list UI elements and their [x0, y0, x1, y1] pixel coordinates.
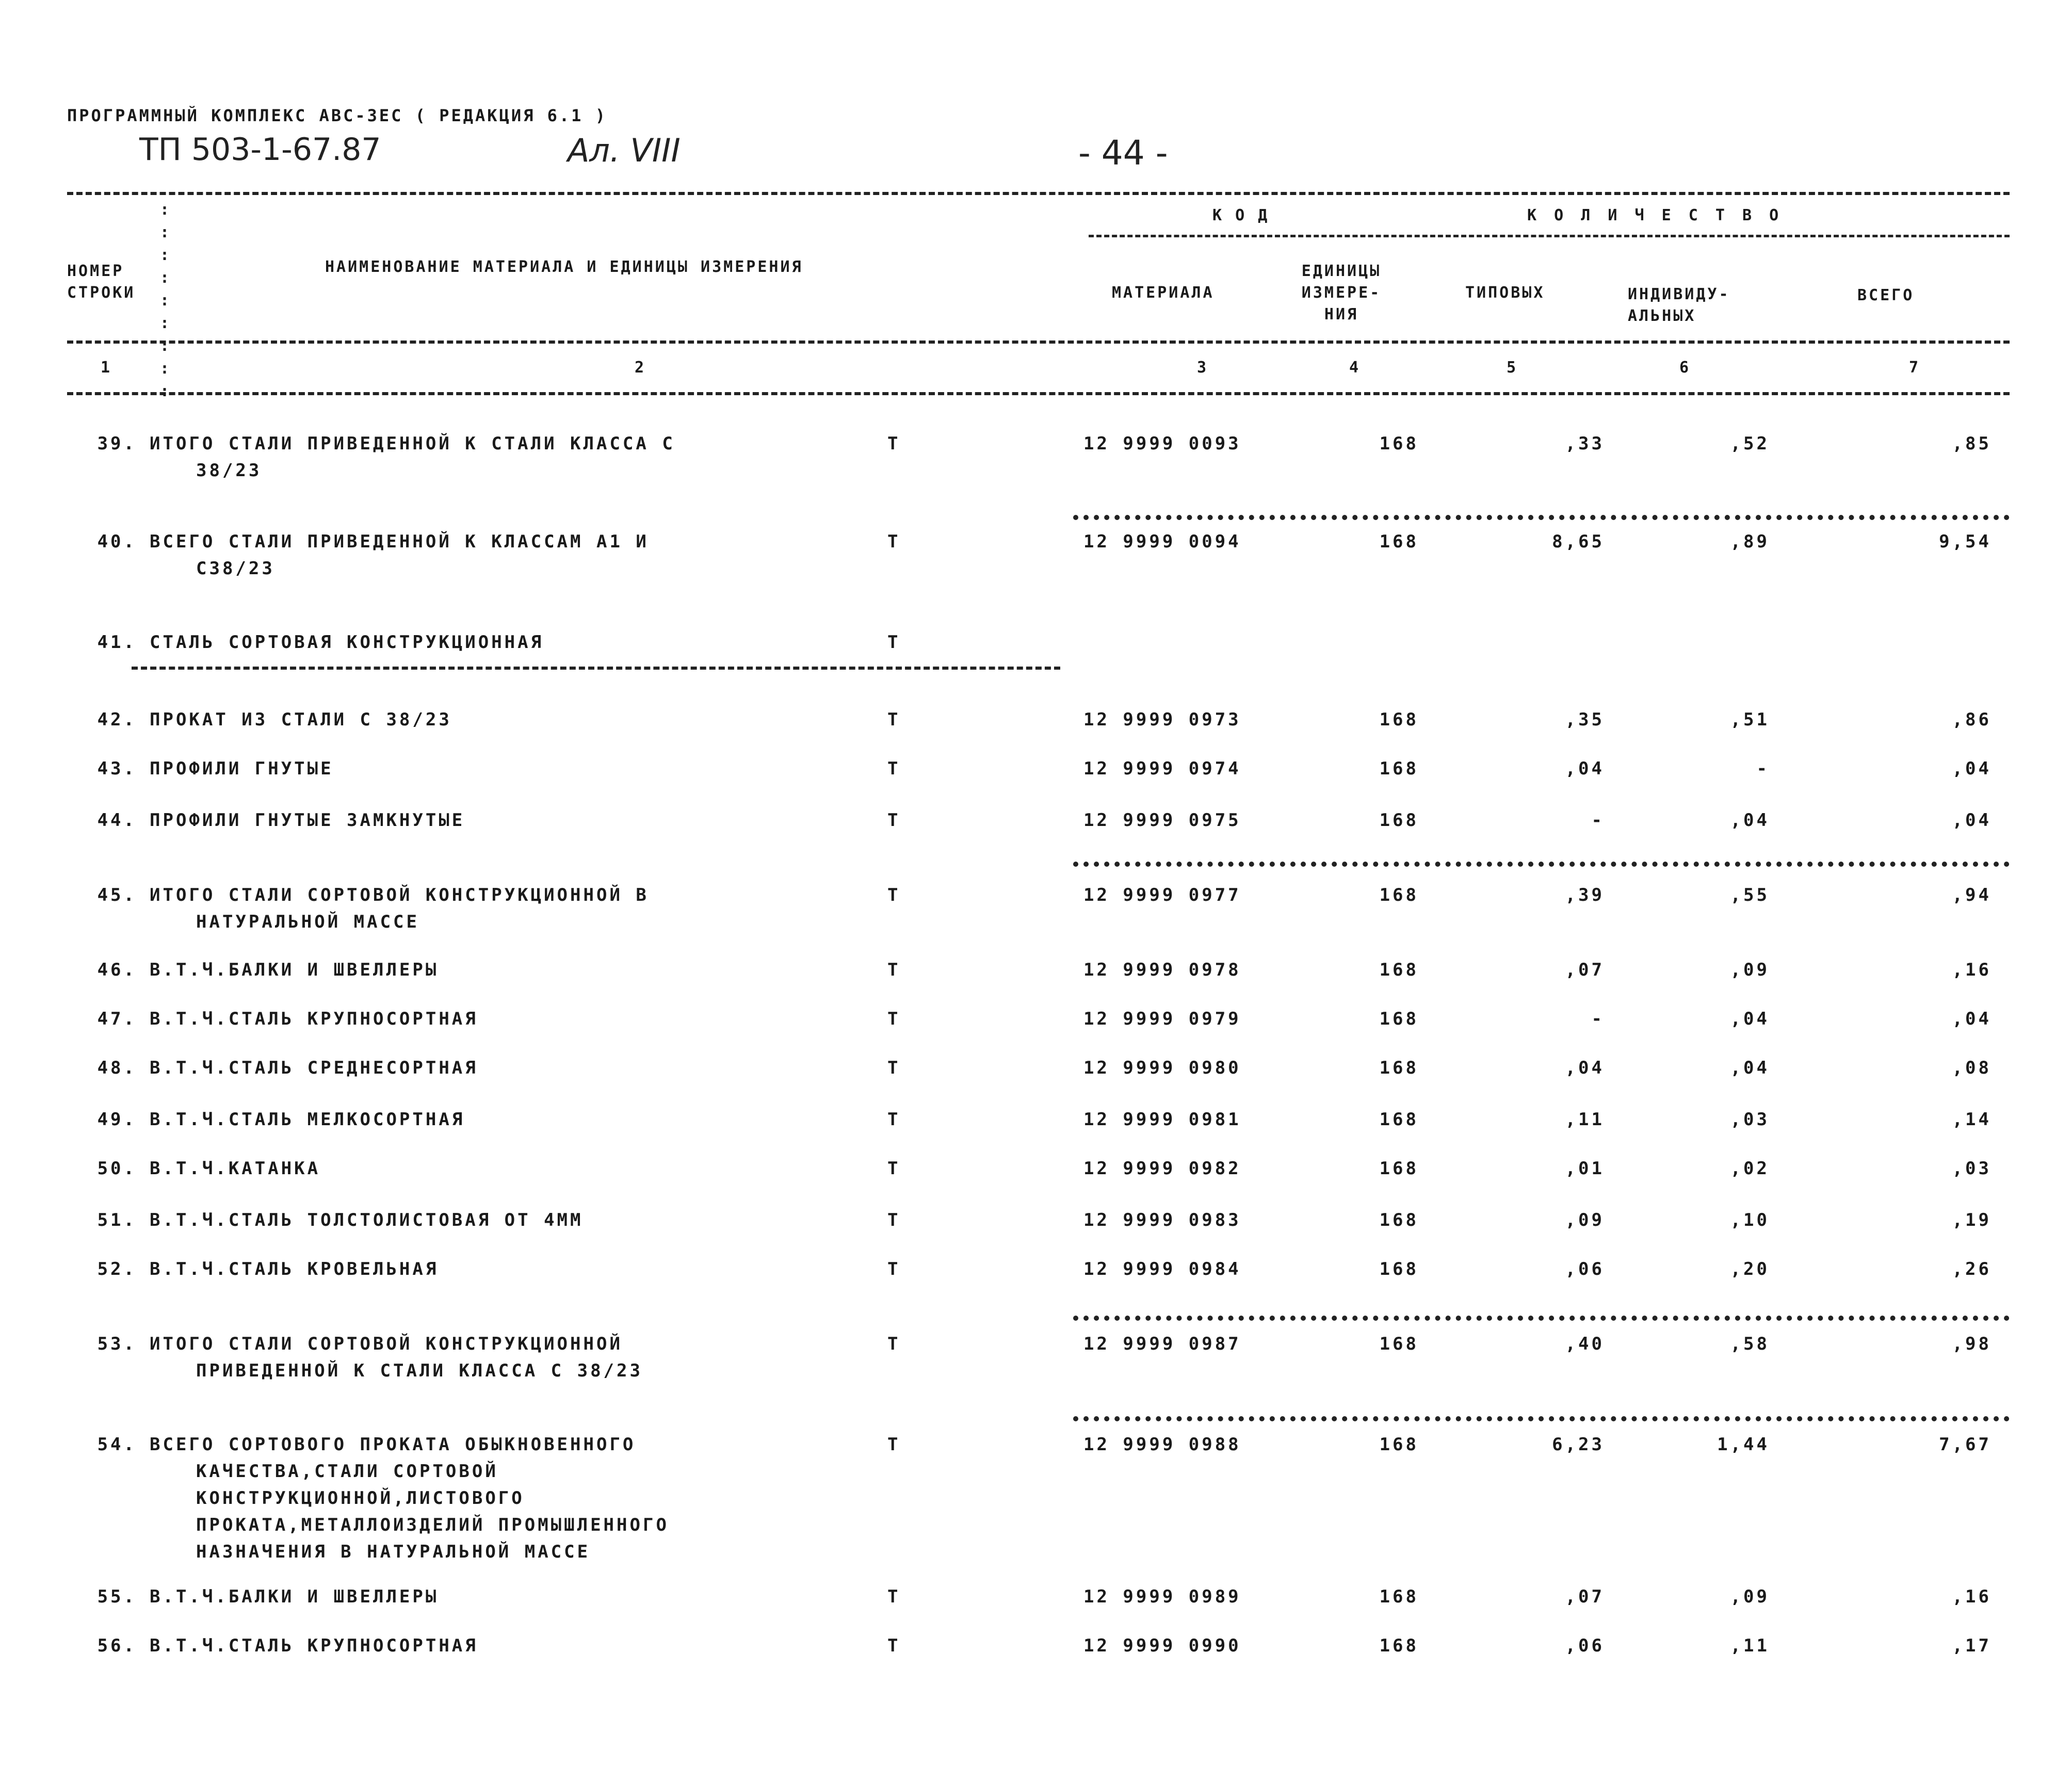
qty-total: ,08	[1952, 1058, 1992, 1078]
qty-total: ,16	[1952, 1586, 1992, 1607]
unit-code: 168	[1379, 1109, 1419, 1130]
unit-code: 168	[1379, 531, 1419, 552]
qty-total: ,94	[1952, 885, 1992, 905]
row-number: 56.	[97, 1635, 137, 1656]
material-name-line: НАЗНАЧЕНИЯ В НАТУРАЛЬНОЙ МАССЕ	[196, 1542, 591, 1562]
row-number: 41.	[97, 632, 137, 653]
qty-typical: ,04	[1565, 758, 1605, 779]
qty-typical: ,04	[1565, 1058, 1605, 1078]
qty-typical: ,09	[1565, 1210, 1605, 1230]
unit-code: 168	[1379, 1210, 1419, 1230]
material-code: 12 9999 0979	[1083, 1009, 1241, 1029]
material-name-line: В.Т.Ч.КАТАНКА	[150, 1158, 321, 1179]
qty-typical: -	[1591, 1009, 1605, 1029]
qty-typical: -	[1591, 810, 1605, 831]
unit-code: 168	[1379, 960, 1419, 980]
unit-of-measure: Т	[887, 1259, 901, 1279]
qty-individual: 1,44	[1717, 1434, 1770, 1455]
material-code: 12 9999 0984	[1083, 1259, 1241, 1279]
qty-total: ,16	[1952, 960, 1992, 980]
unit-code: 168	[1379, 1635, 1419, 1656]
qty-individual: ,03	[1730, 1109, 1770, 1130]
qty-header: К О Л И Ч Е С Т В О	[1527, 206, 1783, 224]
header-top-rule	[67, 192, 2010, 195]
unit-of-measure: Т	[887, 1434, 901, 1455]
qty-total: ,86	[1952, 709, 1992, 730]
qty-total: ,04	[1952, 758, 1992, 779]
subheader-underline-41	[132, 667, 1060, 670]
total-separator-40	[1073, 515, 2010, 520]
qty-total: ,85	[1952, 433, 1992, 454]
unit-of-measure: Т	[887, 885, 901, 905]
material-code: 12 9999 0974	[1083, 758, 1241, 779]
qty-total-header: ВСЕГО	[1857, 286, 1915, 304]
qty-individual: ,51	[1730, 709, 1770, 730]
material-name-line: В.Т.Ч.СТАЛЬ ТОЛСТОЛИСТОВАЯ ОТ 4ММ	[150, 1210, 584, 1230]
material-name-line: С38/23	[196, 558, 275, 579]
row-number: 48.	[97, 1058, 137, 1078]
unit-of-measure: Т	[887, 1009, 901, 1029]
qty-total: 7,67	[1939, 1434, 1992, 1455]
qty-typical: ,40	[1565, 1334, 1605, 1354]
unit-code: 168	[1379, 1334, 1419, 1354]
material-code: 12 9999 0987	[1083, 1334, 1241, 1354]
unit-code: 168	[1379, 1158, 1419, 1179]
qty-typical: ,01	[1565, 1158, 1605, 1179]
qty-individual: -	[1756, 758, 1770, 779]
qty-total: 9,54	[1939, 531, 1992, 552]
unit-of-measure: Т	[887, 810, 901, 831]
col-index-3: 3	[1197, 359, 1209, 377]
qty-individual: ,09	[1730, 960, 1770, 980]
col-index-4: 4	[1349, 359, 1361, 377]
material-code: 12 9999 0980	[1083, 1058, 1241, 1078]
kod-material-header: МАТЕРИАЛА	[1112, 284, 1215, 302]
row-number: 46.	[97, 960, 137, 980]
material-code: 12 9999 0093	[1083, 433, 1241, 454]
row-number: 52.	[97, 1259, 137, 1279]
qty-individual: ,89	[1730, 531, 1770, 552]
material-code: 12 9999 0983	[1083, 1210, 1241, 1230]
unit-of-measure: Т	[887, 709, 901, 730]
qty-individual-header: ИНДИВИДУ- АЛЬНЫХ	[1628, 285, 1730, 325]
unit-code: 168	[1379, 709, 1419, 730]
qty-individual: ,02	[1730, 1158, 1770, 1179]
material-name-line: В.Т.Ч.СТАЛЬ КРУПНОСОРТНАЯ	[150, 1635, 478, 1656]
qty-total: ,26	[1952, 1259, 1992, 1279]
qty-typical: ,06	[1565, 1259, 1605, 1279]
qty-total: ,19	[1952, 1210, 1992, 1230]
qty-typical: ,39	[1565, 885, 1605, 905]
material-name-line: В.Т.Ч.СТАЛЬ МЕЛКОСОРТНАЯ	[150, 1109, 465, 1130]
kod-header: К О Д	[1212, 206, 1270, 224]
material-name-line: НАТУРАЛЬНОЙ МАССЕ	[196, 912, 419, 932]
material-code: 12 9999 0981	[1083, 1109, 1241, 1130]
material-name-line: В.Т.Ч.БАЛКИ И ШВЕЛЛЕРЫ	[150, 960, 439, 980]
qty-typical: ,35	[1565, 709, 1605, 730]
material-name-line: ИТОГО СТАЛИ СОРТОВОЙ КОНСТРУКЦИОННОЙ	[150, 1334, 623, 1354]
unit-code: 168	[1379, 1009, 1419, 1029]
material-code: 12 9999 0973	[1083, 709, 1241, 730]
unit-of-measure: Т	[887, 1635, 901, 1656]
material-name-line: ИТОГО СТАЛИ ПРИВЕДЕННОЙ К СТАЛИ КЛАССА С	[150, 433, 675, 454]
row-number: 55.	[97, 1586, 137, 1607]
unit-code: 168	[1379, 758, 1419, 779]
material-name-line: В.Т.Ч.СТАЛЬ СРЕДНЕСОРТНАЯ	[150, 1058, 478, 1078]
qty-individual: ,55	[1730, 885, 1770, 905]
unit-code: 168	[1379, 1058, 1419, 1078]
material-name-line: В.Т.Ч.СТАЛЬ КРОВЕЛЬНАЯ	[150, 1259, 439, 1279]
header-colons: : : : : : : : : :	[160, 201, 172, 400]
qty-individual: ,04	[1730, 1009, 1770, 1029]
album-number: Ал. VIII	[568, 132, 681, 169]
qty-individual: ,10	[1730, 1210, 1770, 1230]
unit-of-measure: Т	[887, 1334, 901, 1354]
row-number: 49.	[97, 1109, 137, 1130]
total-separator-45	[1073, 862, 2010, 867]
qty-individual: ,04	[1730, 810, 1770, 831]
total-separator-53	[1073, 1316, 2010, 1321]
col-name-header: НАИМЕНОВАНИЕ МАТЕРИАЛА И ЕДИНИЦЫ ИЗМЕРЕНИЯ	[325, 258, 803, 276]
material-code: 12 9999 0990	[1083, 1635, 1241, 1656]
col-index-7: 7	[1909, 359, 1921, 377]
unit-of-measure: Т	[887, 1210, 901, 1230]
row-number: 39.	[97, 433, 137, 454]
total-separator-54	[1073, 1416, 2010, 1421]
header-bottom-rule	[67, 392, 2010, 395]
material-name-line: ПРОКАТ ИЗ СТАЛИ С 38/23	[150, 709, 452, 730]
unit-code: 168	[1379, 810, 1419, 831]
col-number-header: НОМЕР СТРОКИ	[67, 262, 136, 302]
material-code: 12 9999 0989	[1083, 1586, 1241, 1607]
qty-typical: ,11	[1565, 1109, 1605, 1130]
material-name-line: В.Т.Ч.БАЛКИ И ШВЕЛЛЕРЫ	[150, 1586, 439, 1607]
header-sub-rule	[67, 341, 2010, 344]
page-number: - 44 -	[1078, 133, 1168, 173]
qty-total: ,04	[1952, 810, 1992, 831]
material-code: 12 9999 0975	[1083, 810, 1241, 831]
col-index-2: 2	[635, 359, 646, 377]
qty-total: ,14	[1952, 1109, 1992, 1130]
material-code: 12 9999 0982	[1083, 1158, 1241, 1179]
unit-code: 168	[1379, 1586, 1419, 1607]
material-name-line: ПРОКАТА,МЕТАЛЛОИЗДЕЛИЙ ПРОМЫШЛЕННОГО	[196, 1515, 669, 1535]
qty-typical: ,07	[1565, 960, 1605, 980]
qty-individual: ,20	[1730, 1259, 1770, 1279]
unit-code: 168	[1379, 885, 1419, 905]
unit-of-measure: Т	[887, 960, 901, 980]
qty-individual: ,04	[1730, 1058, 1770, 1078]
unit-of-measure: Т	[887, 758, 901, 779]
qty-total: ,98	[1952, 1334, 1992, 1354]
col-index-5: 5	[1507, 359, 1518, 377]
material-name-line: 38/23	[196, 460, 262, 481]
doc-code: ТП 503-1-67.87	[139, 132, 381, 168]
qty-typical: 8,65	[1552, 531, 1605, 552]
material-name-line: ВСЕГО СОРТОВОГО ПРОКАТА ОБЫКНОВЕННОГО	[150, 1434, 636, 1455]
qty-total: ,17	[1952, 1635, 1992, 1656]
qty-typical: ,06	[1565, 1635, 1605, 1656]
kod-unit-header: ЕДИНИЦЫ ИЗМЕРЕ- НИЯ	[1301, 262, 1382, 323]
material-name-line: КАЧЕСТВА,СТАЛИ СОРТОВОЙ	[196, 1461, 498, 1482]
material-code: 12 9999 0988	[1083, 1434, 1241, 1455]
row-number: 53.	[97, 1334, 137, 1354]
col-index-1: 1	[101, 359, 112, 377]
qty-typical: ,07	[1565, 1586, 1605, 1607]
qty-total: ,04	[1952, 1009, 1992, 1029]
material-code: 12 9999 0094	[1083, 531, 1241, 552]
row-number: 47.	[97, 1009, 137, 1029]
qty-typical: 6,23	[1552, 1434, 1605, 1455]
header-mid-rule	[1089, 235, 2010, 237]
material-code: 12 9999 0978	[1083, 960, 1241, 980]
qty-individual: ,09	[1730, 1586, 1770, 1607]
unit-of-measure: Т	[887, 1058, 901, 1078]
unit-of-measure: Т	[887, 1586, 901, 1607]
qty-individual: ,52	[1730, 433, 1770, 454]
unit-of-measure: Т	[887, 531, 901, 552]
row-number: 44.	[97, 810, 137, 831]
row-number: 40.	[97, 531, 137, 552]
material-name-line: В.Т.Ч.СТАЛЬ КРУПНОСОРТНАЯ	[150, 1009, 478, 1029]
qty-individual: ,11	[1730, 1635, 1770, 1656]
qty-typical-header: ТИПОВЫХ	[1465, 284, 1545, 302]
row-number: 45.	[97, 885, 137, 905]
col-index-6: 6	[1679, 359, 1691, 377]
qty-typical: ,33	[1565, 433, 1605, 454]
row-number: 54.	[97, 1434, 137, 1455]
material-code: 12 9999 0977	[1083, 885, 1241, 905]
row-number: 42.	[97, 709, 137, 730]
qty-individual: ,58	[1730, 1334, 1770, 1354]
row-number: 43.	[97, 758, 137, 779]
row-number: 50.	[97, 1158, 137, 1179]
unit-code: 168	[1379, 1434, 1419, 1455]
unit-of-measure: Т	[887, 1109, 901, 1130]
material-name-line: ПРОФИЛИ ГНУТЫЕ ЗАМКНУТЫЕ	[150, 810, 465, 831]
material-name-line: ПРИВЕДЕННОЙ К СТАЛИ КЛАССА С 38/23	[196, 1360, 643, 1381]
material-name-line: ПРОФИЛИ ГНУТЫЕ	[150, 758, 334, 779]
unit-code: 168	[1379, 433, 1419, 454]
program-title: ПРОГРАММНЫЙ КОМПЛЕКС АВС-3ЕС ( РЕДАКЦИЯ 6.1 )	[67, 106, 607, 125]
qty-total: ,03	[1952, 1158, 1992, 1179]
material-name-line: ВСЕГО СТАЛИ ПРИВЕДЕННОЙ К КЛАССАМ А1 И	[150, 531, 649, 552]
material-name-line: СТАЛЬ СОРТОВАЯ КОНСТРУКЦИОННАЯ	[150, 632, 544, 653]
unit-of-measure: Т	[887, 433, 901, 454]
unit-code: 168	[1379, 1259, 1419, 1279]
material-name-line: КОНСТРУКЦИОННОЙ,ЛИСТОВОГО	[196, 1488, 525, 1509]
material-name-line: ИТОГО СТАЛИ СОРТОВОЙ КОНСТРУКЦИОННОЙ В	[150, 885, 649, 905]
unit-of-measure: Т	[887, 632, 901, 653]
row-number: 51.	[97, 1210, 137, 1230]
unit-of-measure: Т	[887, 1158, 901, 1179]
